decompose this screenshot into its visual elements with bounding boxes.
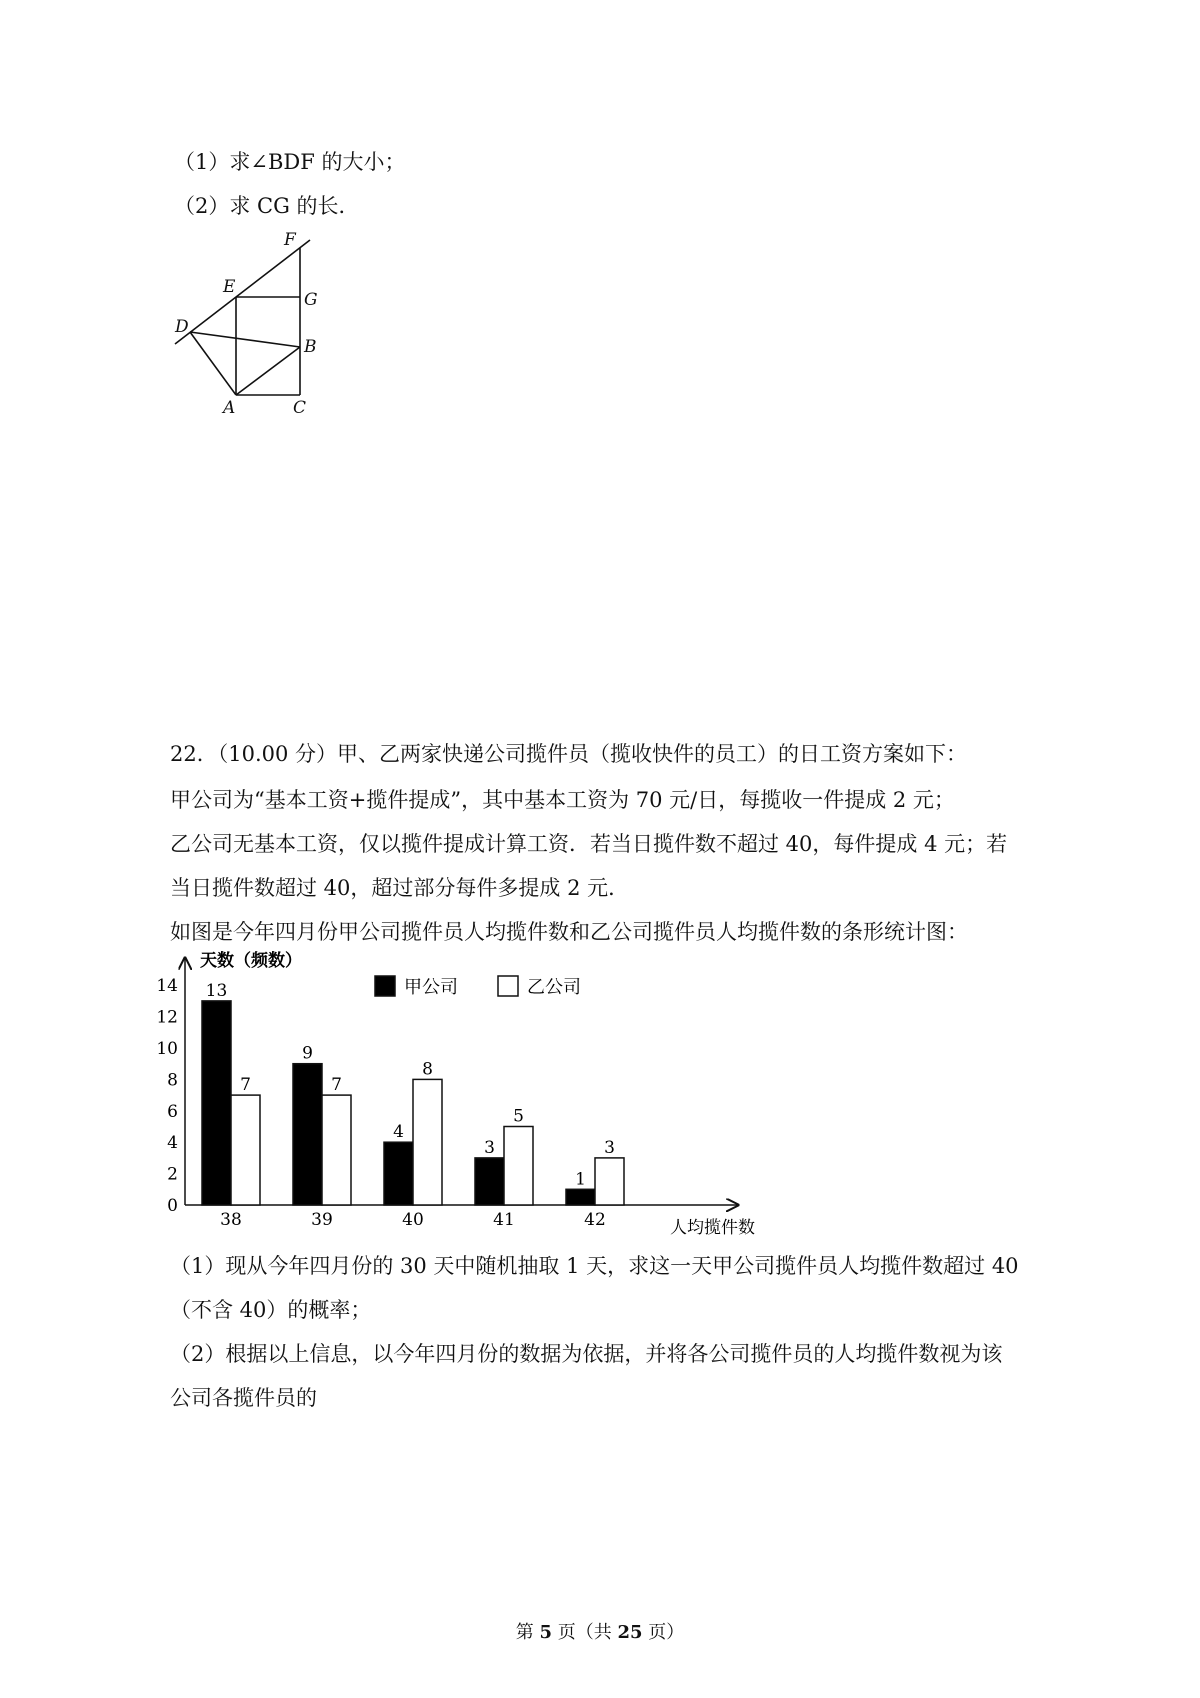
label-f: F — [284, 230, 296, 250]
footer-pre: 第 — [515, 1622, 540, 1643]
x-tick-label: 41 — [493, 1210, 515, 1230]
footer-total: 25 — [617, 1622, 643, 1643]
segment-ab — [236, 347, 300, 395]
geometry-figure — [165, 228, 345, 428]
y-tick-label: 2 — [167, 1164, 178, 1185]
x-tick-label: 40 — [402, 1210, 424, 1230]
bar-value-label: 8 — [422, 1059, 433, 1080]
line-df — [175, 240, 310, 344]
legend — [375, 976, 581, 997]
legend-label-yi: 乙公司 — [527, 977, 581, 997]
bar-yi-39 — [322, 1095, 351, 1205]
bar-jia-39 — [293, 1064, 322, 1205]
segment-db — [190, 332, 300, 347]
bar-chart — [150, 950, 790, 1240]
x-tick-label: 38 — [220, 1210, 242, 1230]
bar-value-label: 7 — [240, 1075, 251, 1096]
segment-da — [190, 332, 236, 395]
legend-swatch-jia — [375, 976, 395, 996]
y-tick-label: 14 — [156, 976, 178, 997]
label-c: C — [293, 398, 307, 418]
footer-post: 页） — [642, 1622, 685, 1643]
label-g: G — [304, 290, 318, 310]
label-e: E — [223, 277, 236, 297]
bar-yi-42 — [595, 1158, 624, 1205]
page-footer — [0, 1618, 1200, 1644]
bar-yi-40 — [413, 1079, 442, 1205]
q22-head: 22．（10.00 分）甲、乙两家快递公司揽件员（揽收快件的员工）的日工资方案如下： — [170, 742, 968, 766]
bar-value-label: 4 — [393, 1122, 404, 1143]
bar-value-label: 1 — [575, 1169, 586, 1190]
bar-yi-41 — [504, 1127, 533, 1206]
y-tick-label: 0 — [167, 1196, 178, 1216]
bar-jia-38 — [202, 1001, 231, 1205]
label-b: B — [304, 337, 317, 357]
bar-value-label: 7 — [331, 1075, 342, 1096]
bar-value-label: 5 — [513, 1106, 524, 1127]
y-tick-label: 6 — [167, 1101, 178, 1122]
q22-s1b: （不含 40）的概率； — [170, 1298, 372, 1322]
y-tick-label: 10 — [156, 1039, 178, 1059]
q22-s2a: （2）根据以上信息，以今年四月份的数据为依据，并将各公司揽件员的人均揽件数视为该 — [170, 1342, 1003, 1366]
q22-p2a: 乙公司无基本工资，仅以揽件提成计算工资．若当日揽件数不超过 40，每件提成 4 元；若 — [170, 832, 1008, 856]
y-axis-label: 天数（频数） — [200, 951, 302, 970]
q22-p1: 甲公司为“基本工资+揽件提成”，其中基本工资为 70 元/日，每揽收一件提成 2 元； — [170, 788, 955, 812]
q21-sub2: （2）求 CG 的长． — [174, 194, 360, 218]
bar-value-label: 13 — [205, 980, 228, 1001]
label-d: D — [175, 317, 189, 337]
bar-value-label: 3 — [484, 1137, 495, 1158]
footer-mid: 页（共 — [552, 1622, 618, 1643]
label-a: A — [223, 398, 236, 418]
bar-value-label: 9 — [302, 1043, 313, 1064]
q21-sub1: （1）求∠BDF 的大小； — [174, 150, 406, 174]
legend-swatch-yi — [498, 976, 518, 996]
q22-s2b: 公司各揽件员的 — [170, 1386, 317, 1410]
bar-yi-38 — [231, 1095, 260, 1205]
x-tick-label: 42 — [584, 1210, 606, 1230]
q22-s1a: （1）现从今年四月份的 30 天中随机抽取 1 天，求这一天甲公司揽件员人均揽件数超过 40 — [170, 1254, 1019, 1278]
bar-jia-41 — [475, 1158, 504, 1205]
y-tick-label: 8 — [167, 1070, 178, 1091]
y-tick-label: 4 — [167, 1133, 178, 1154]
bar-value-label: 3 — [604, 1137, 615, 1158]
bar-jia-40 — [384, 1142, 413, 1205]
x-tick-label: 39 — [311, 1210, 333, 1230]
footer-page: 5 — [539, 1622, 552, 1643]
q22-p2b: 当日揽件数超过 40，超过部分每件多提成 2 元． — [170, 876, 630, 900]
bar-jia-42 — [566, 1189, 595, 1205]
legend-label-jia: 甲公司 — [404, 977, 458, 997]
q22-p3: 如图是今年四月份甲公司揽件员人均揽件数和乙公司揽件员人均揽件数的条形统计图： — [170, 920, 968, 944]
x-axis-label: 人均揽件数 — [670, 1218, 755, 1237]
y-tick-label: 12 — [156, 1007, 178, 1028]
